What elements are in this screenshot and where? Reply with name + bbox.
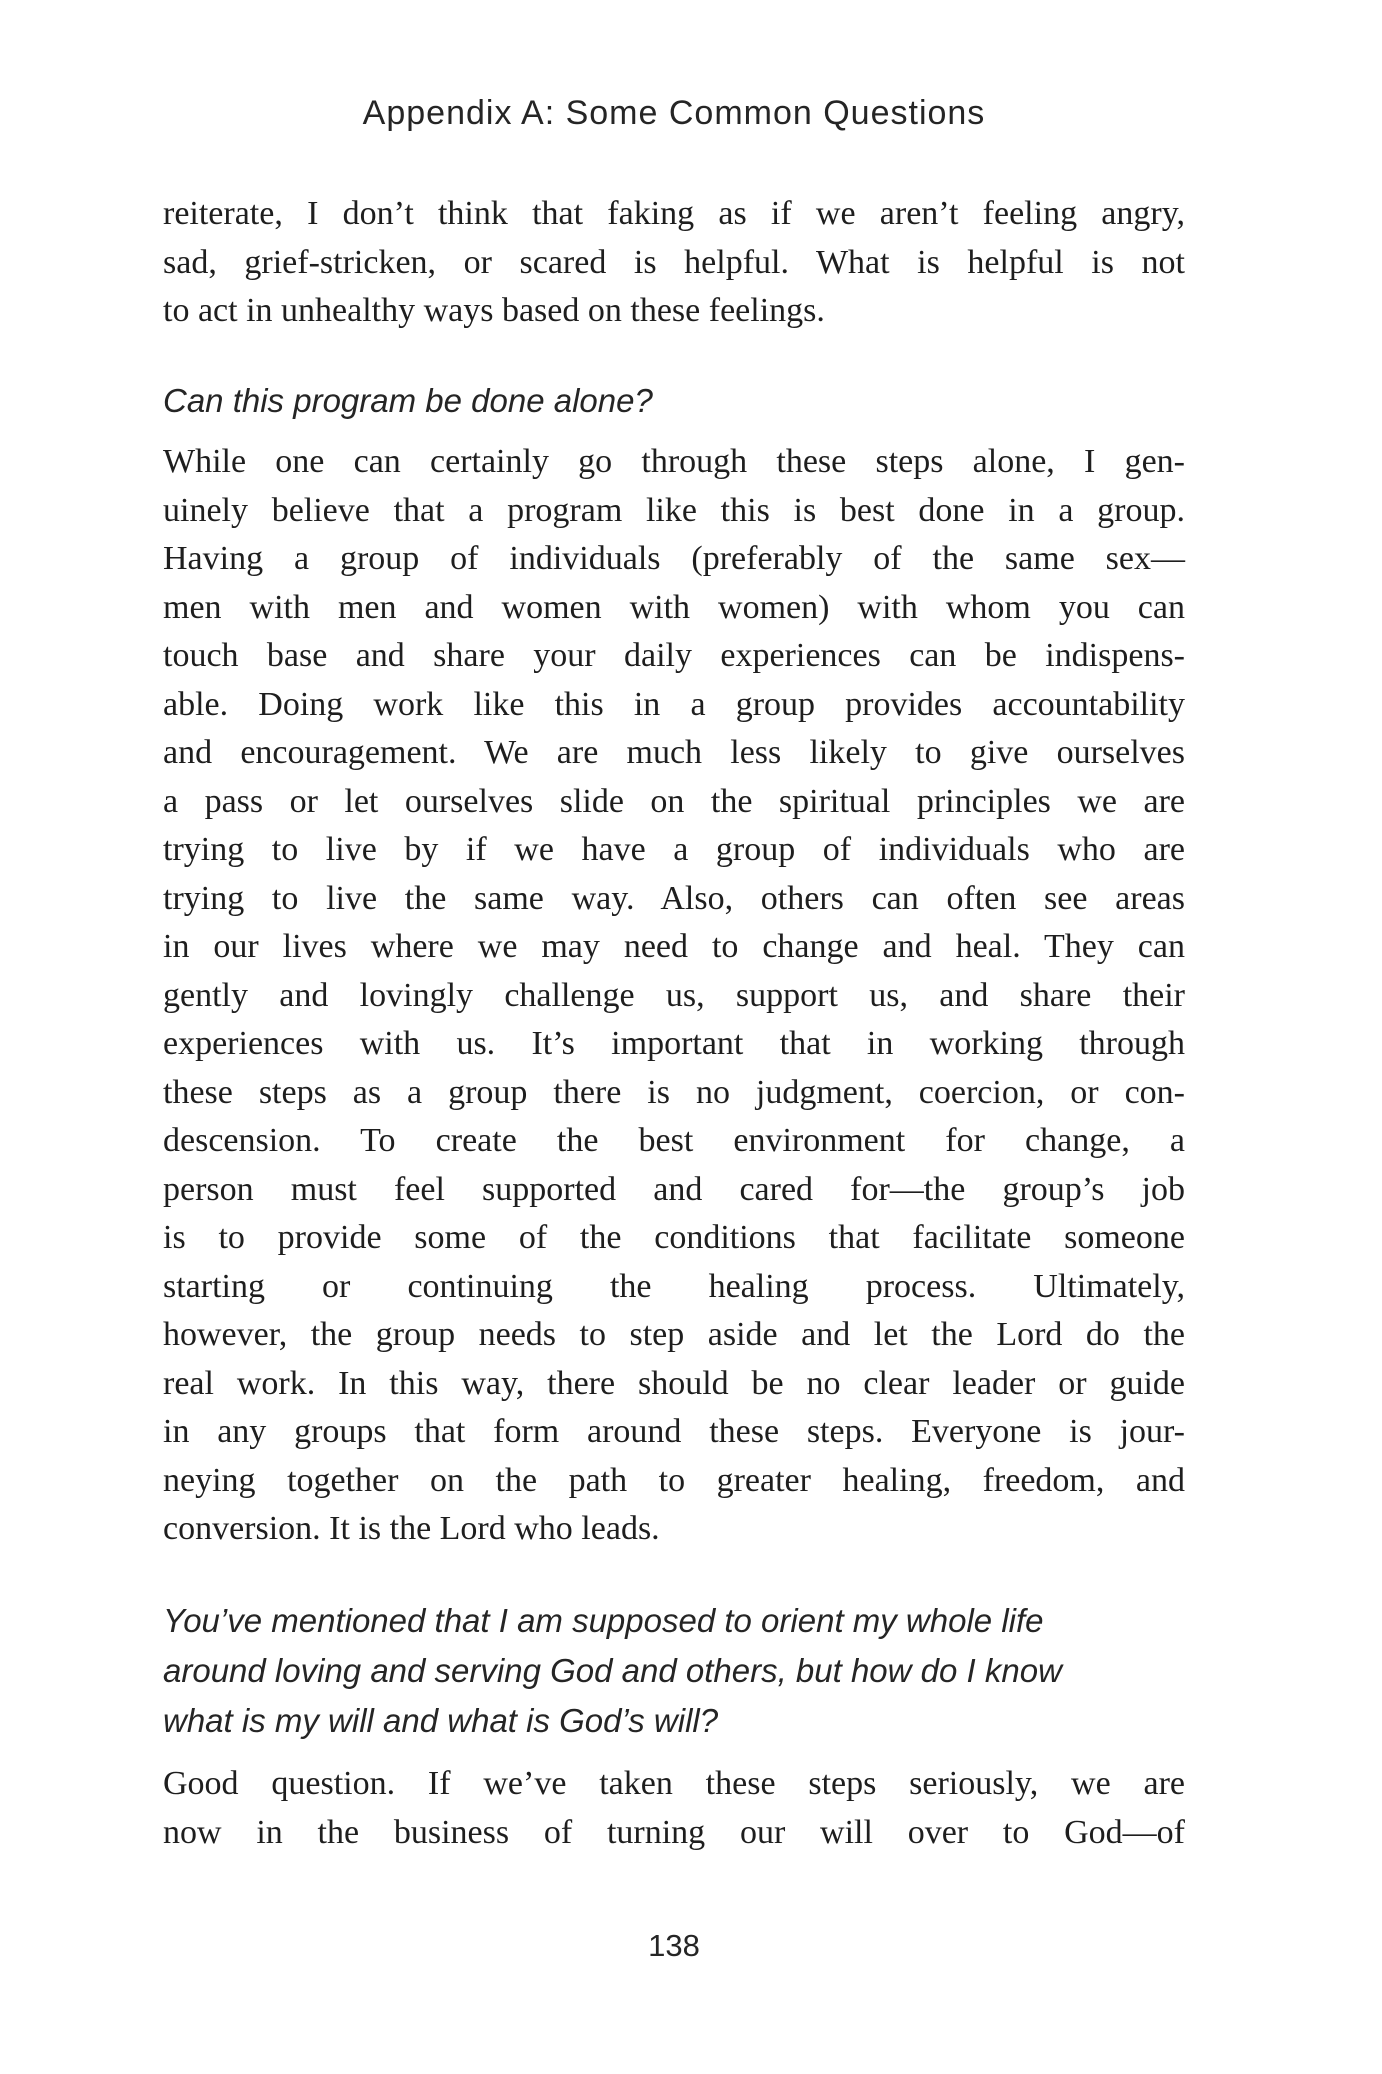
body-text-line: trying to live the same way. Also, others can often see areas [163,879,1185,917]
body-text-line: these steps as a group there is no judgment, coercion, or con- [163,1073,1185,1111]
body-text-line: able. Doing work like this in a group provides accountability [163,685,1185,723]
body-text-line: men with men and women with women) with whom you can [163,588,1185,626]
body-text-line: in our lives where we may need to change and heal. They can [163,928,1185,965]
question-heading-2 [163,1596,1185,1746]
answer-paragraph-start [163,1760,1185,1857]
body-text-line: however, the group needs to step aside and let the Lord do the [163,1316,1185,1353]
body-text-line: touch base and share your daily experiences can be indispens- [163,637,1185,674]
body-text-line: gently and lovingly challenge us, support us, and share their [163,976,1185,1014]
body-text-line: reiterate, I don’t think that faking as if we aren’t feeling angry, [163,195,1185,232]
running-head: Appendix A: Some Common Questions [362,94,986,132]
body-text-line: to act in unhealthy ways based on these feelings. [163,292,825,329]
body-text-line: person must feel supported and cared for—the group’s job [163,1170,1185,1208]
paragraph-continuation [163,190,1185,336]
body-text-line: uinely believe that a program like this is best done in a group. [163,491,1185,529]
body-text-line: Good question. If we’ve taken these steps seriously, we are [163,1765,1185,1802]
page-number: 138 [648,1928,700,1963]
body-text-line: starting or continuing the healing process. Ultimately, [163,1267,1185,1305]
question-heading-1: Can this program be done alone? [163,382,653,419]
body-text-line: While one can certainly go through these steps alone, I gen- [163,443,1185,480]
body-text-line: a pass or let ourselves slide on the spiritual principles we are [163,782,1185,820]
body-text-line: now in the business of turning our will over to God—of [163,1813,1185,1851]
answer-paragraph [163,438,1185,1554]
body-text-line: is to provide some of the conditions that facilitate someone [163,1219,1185,1256]
body-text-line: Having a group of individuals (preferably of the same sex— [163,540,1185,577]
body-text-line: real work. In this way, there should be no clear leader or guide [163,1364,1185,1402]
question-text-line: what is my will and what is God’s will? [163,1702,719,1739]
body-text-line: experiences with us. It’s important that in working through [163,1025,1185,1062]
question-text-line: around loving and serving God and others, but how do I know [163,1652,1062,1689]
body-text-line: descension. To create the best environment for change, a [163,1122,1185,1159]
body-text-line: in any groups that form around these steps. Everyone is jour- [163,1413,1185,1450]
body-text-line: neying together on the path to greater healing, freedom, and [163,1461,1185,1499]
question-text-line: You’ve mentioned that I am supposed to orient my whole life [163,1602,1044,1639]
body-text-line: trying to live by if we have a group of individuals who are [163,831,1185,868]
body-text-line: and encouragement. We are much less likely to give ourselves [163,734,1185,771]
body-text-line: sad, grief-stricken, or scared is helpful. What is helpful is not [163,243,1185,281]
body-text-line: conversion. It is the Lord who leads. [163,1510,660,1547]
